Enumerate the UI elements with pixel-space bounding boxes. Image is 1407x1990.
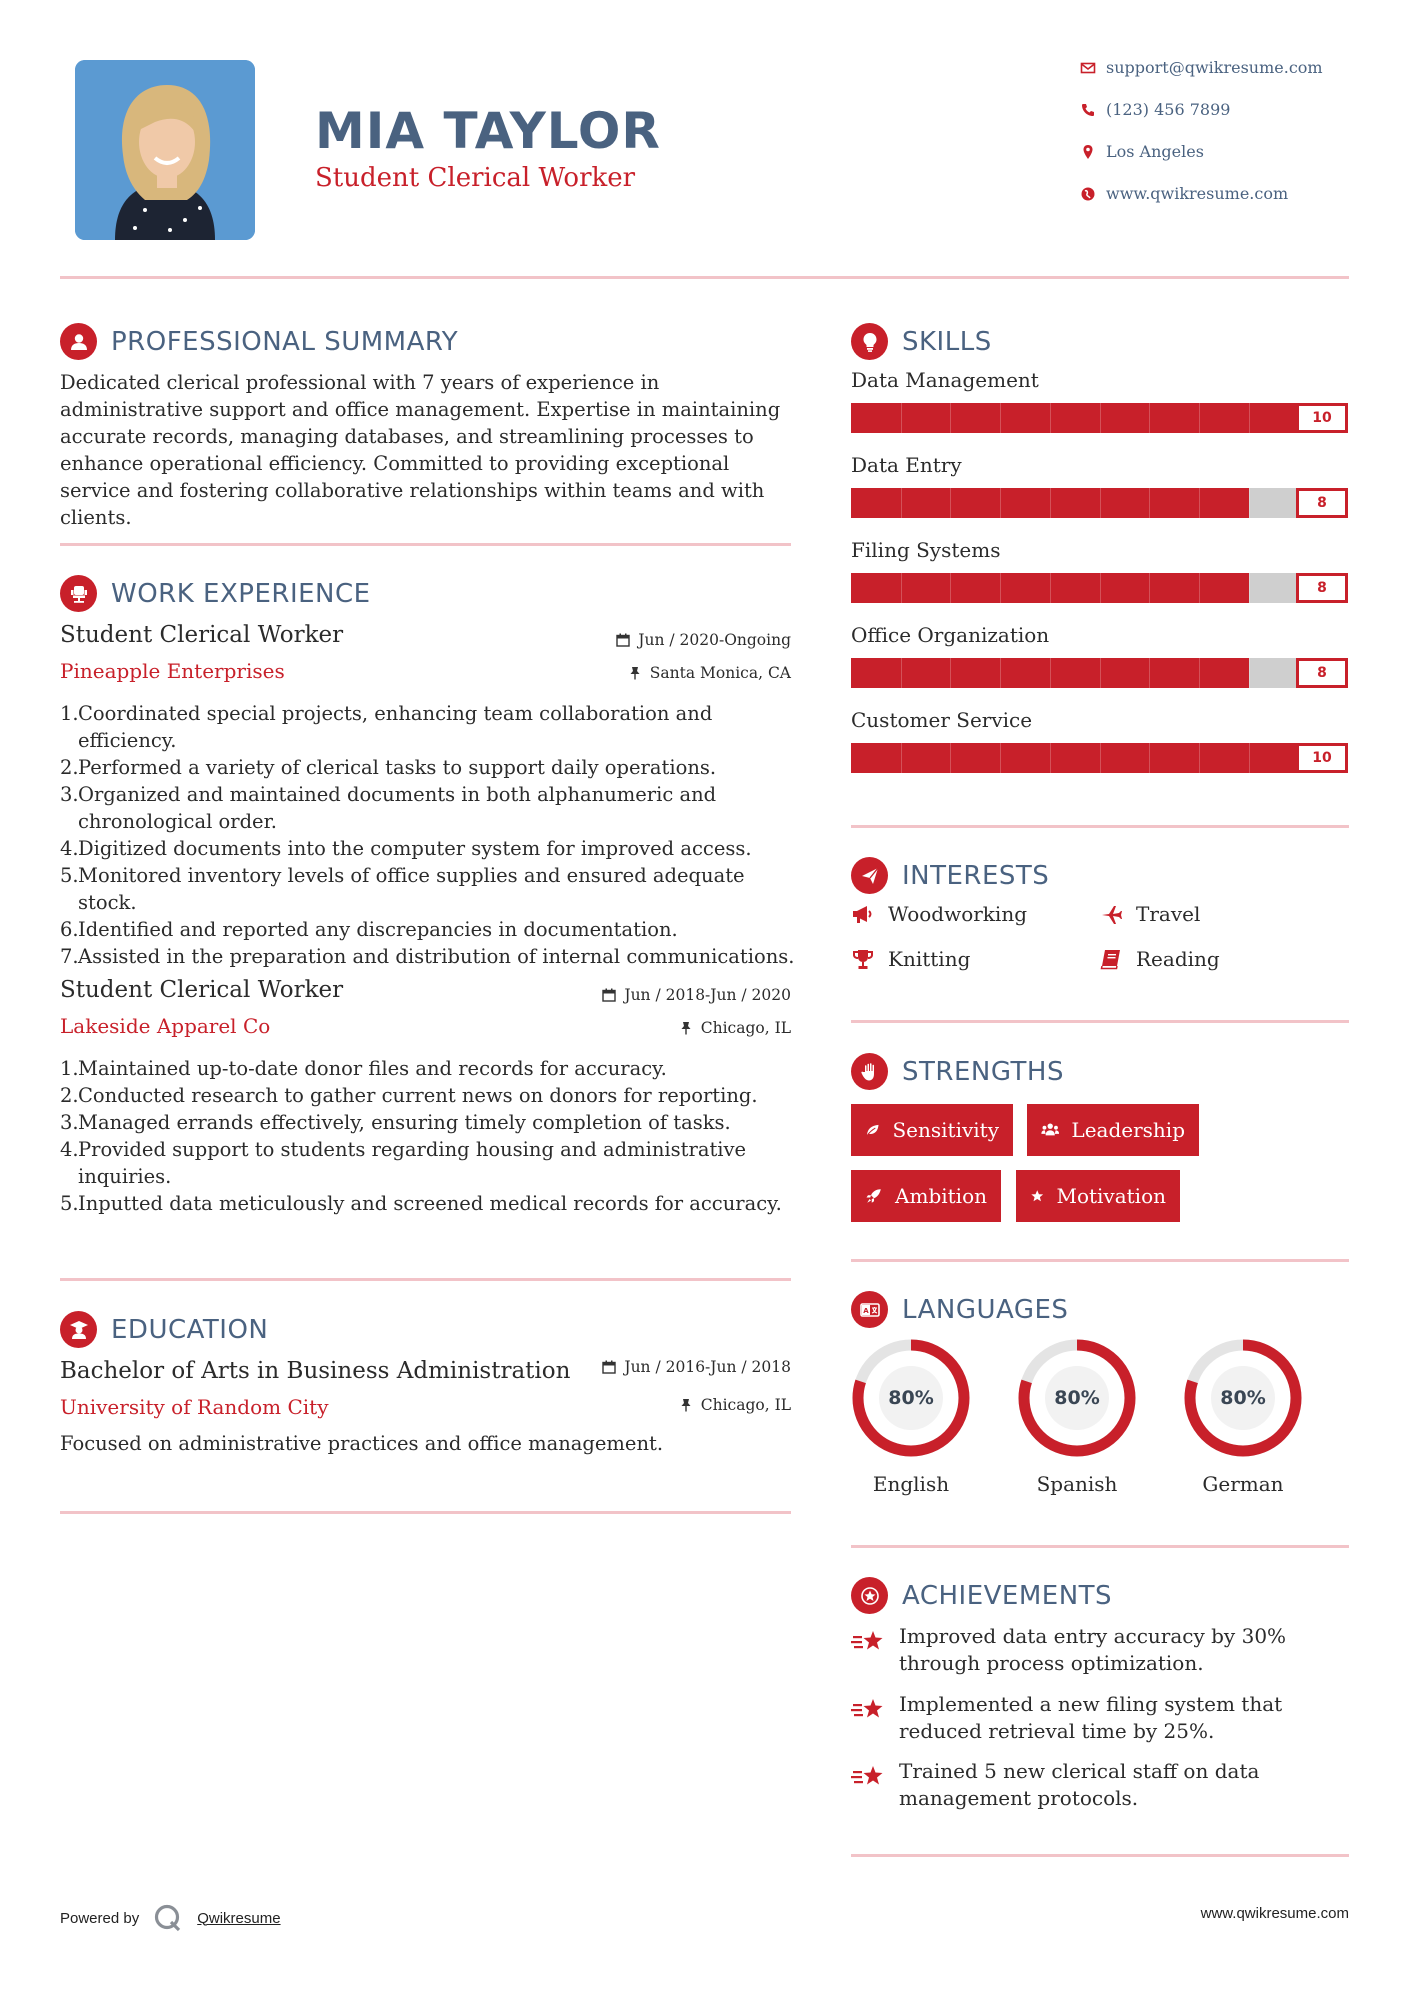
skill-row xyxy=(851,708,1348,773)
language-percent: 80% xyxy=(888,1387,934,1409)
skill-bar-segment xyxy=(1199,743,1200,773)
list-item: Monitored inventory levels of office supplies and ensured adequate stock. xyxy=(78,864,745,914)
footer-powered-by xyxy=(60,1903,281,1933)
interest-item xyxy=(1099,902,1200,926)
education-dates xyxy=(602,1358,791,1376)
skill-bar-segment xyxy=(1000,488,1001,518)
skill-bar-segment xyxy=(1149,743,1150,773)
skill-bar xyxy=(851,403,1348,433)
summary-divider xyxy=(60,543,791,546)
leaf-icon xyxy=(865,1119,880,1141)
skill-label: Data Entry xyxy=(851,453,962,477)
interests-section-icon xyxy=(851,857,888,894)
education-dates-text: Jun / 2016-Jun / 2018 xyxy=(624,1358,791,1376)
job-2-company: Lakeside Apparel Co xyxy=(60,1014,271,1038)
skill-label: Customer Service xyxy=(851,708,1033,732)
qwikresume-link[interactable]: Qwikresume xyxy=(197,1909,281,1927)
experience-divider xyxy=(60,1278,791,1281)
skill-bar-segment xyxy=(1249,743,1250,773)
language-percent: 80% xyxy=(1220,1387,1266,1409)
hand-icon xyxy=(859,1061,881,1083)
skill-bar-segment xyxy=(950,743,951,773)
education-location-text: Chicago, IL xyxy=(700,1396,791,1414)
achievement-item xyxy=(851,1691,1351,1745)
powered-by-text: Powered by xyxy=(60,1909,140,1927)
contact-email[interactable] xyxy=(1070,58,1323,77)
job-1-dates xyxy=(616,631,791,649)
skill-value-badge: 8 xyxy=(1296,488,1348,518)
achievements-section-icon xyxy=(851,1577,888,1614)
skill-bar-segment xyxy=(1249,658,1250,688)
svg-text:A: A xyxy=(862,1306,869,1315)
job-2-location xyxy=(679,1019,791,1037)
experience-section-icon xyxy=(60,575,97,612)
calendar-icon xyxy=(602,988,616,1002)
skill-bar-segment xyxy=(1249,488,1250,518)
skills-divider xyxy=(851,825,1349,828)
skill-bar xyxy=(851,658,1348,688)
strength-chip-motivation xyxy=(1016,1170,1180,1222)
lightbulb-icon xyxy=(859,331,881,353)
interests-divider xyxy=(851,1020,1349,1023)
megaphone-icon xyxy=(851,903,875,925)
job-1-company: Pineapple Enterprises xyxy=(60,659,285,683)
skill-bar-segment xyxy=(1000,403,1001,433)
candidate-name: MIA TAYLOR xyxy=(315,102,661,160)
contact-email-text: support@qwikresume.com xyxy=(1106,58,1323,77)
skill-bar-segment xyxy=(1100,743,1101,773)
footer-website[interactable]: www.qwikresume.com xyxy=(1200,1905,1349,1922)
skill-bar-segment xyxy=(901,403,902,433)
skill-label: Office Organization xyxy=(851,623,1050,647)
skill-bar-segment xyxy=(1100,573,1101,603)
skill-bar-segment xyxy=(1050,658,1051,688)
shooting-star-icon xyxy=(851,1697,885,1723)
skill-bar-segment xyxy=(950,573,951,603)
skill-bar-segment xyxy=(1149,488,1150,518)
interest-label: Woodworking xyxy=(888,902,1028,926)
education-section-title: EDUCATION xyxy=(111,1315,269,1345)
strength-chip-ambition xyxy=(851,1170,1001,1222)
strength-label: Motivation xyxy=(1056,1184,1166,1208)
skill-row xyxy=(851,623,1348,688)
skill-value-badge: 10 xyxy=(1296,743,1348,773)
list-item: Digitized documents into the computer system for improved access. xyxy=(78,837,752,860)
qwikresume-logo-icon xyxy=(153,1903,183,1933)
skill-bar xyxy=(851,573,1348,603)
star-icon xyxy=(1030,1185,1044,1207)
language-ring xyxy=(849,1336,973,1460)
strengths-section-title: STRENGTHS xyxy=(902,1057,1064,1087)
skill-bar-segment xyxy=(1100,658,1101,688)
book-icon xyxy=(1099,948,1123,970)
header-divider xyxy=(60,276,1349,279)
skill-bar-segment xyxy=(1100,403,1101,433)
job-1-location-text: Santa Monica, CA xyxy=(649,664,791,682)
skill-row xyxy=(851,453,1348,518)
summary-section-title: PROFESSIONAL SUMMARY xyxy=(111,327,459,357)
skill-bar-segment xyxy=(1050,573,1051,603)
trophy-icon xyxy=(851,948,875,970)
education-school: University of Random City xyxy=(60,1395,329,1419)
language-percent: 80% xyxy=(1054,1387,1100,1409)
education-description: Focused on administrative practices and office management. xyxy=(60,1432,664,1455)
languages-divider xyxy=(851,1545,1349,1548)
skill-bar-segment xyxy=(1100,488,1101,518)
strengths-divider xyxy=(851,1259,1349,1262)
job-2-dates-text: Jun / 2018-Jun / 2020 xyxy=(624,986,791,1004)
education-degree: Bachelor of Arts in Business Administration xyxy=(60,1358,571,1384)
achievement-item xyxy=(851,1623,1351,1677)
list-item: Maintained up-to-date donor files and records for accuracy. xyxy=(78,1057,667,1080)
rocket-icon xyxy=(865,1185,883,1207)
job-2-bullets xyxy=(60,1055,795,1217)
skill-bar-segment xyxy=(1050,488,1051,518)
strengths-section-icon xyxy=(851,1053,888,1090)
education-section-icon xyxy=(60,1311,97,1348)
skill-label: Data Management xyxy=(851,368,1039,392)
skill-bar-segment xyxy=(1000,658,1001,688)
skill-bar-segment xyxy=(1149,658,1150,688)
interests-section-title: INTERESTS xyxy=(902,861,1050,891)
job-1-title: Student Clerical Worker xyxy=(60,622,344,648)
list-item: Coordinated special projects, enhancing team collaboration and efficiency. xyxy=(78,702,713,752)
chair-icon xyxy=(68,583,90,605)
skill-bar-segment xyxy=(1000,743,1001,773)
summary-section-icon xyxy=(60,323,97,360)
skill-bar-segment xyxy=(1249,403,1250,433)
skill-bar-segment xyxy=(1249,573,1250,603)
calendar-icon xyxy=(616,633,630,647)
pushpin-icon xyxy=(679,1398,693,1412)
skill-value-badge: 8 xyxy=(1296,573,1348,603)
skill-bar-segment xyxy=(950,488,951,518)
skill-bar-segment xyxy=(950,403,951,433)
strength-label: Leadership xyxy=(1071,1118,1185,1142)
contact-phone[interactable] xyxy=(1070,100,1230,119)
list-item: Identified and reported any discrepancies in documentation. xyxy=(78,918,678,941)
list-item: Assisted in the preparation and distribution of internal communications. xyxy=(78,945,795,968)
skill-bar-segment xyxy=(1199,403,1200,433)
achievement-text: Improved data entry accuracy by 30% through process optimization. xyxy=(899,1624,1287,1675)
interest-label: Travel xyxy=(1136,902,1201,926)
envelope-icon xyxy=(1070,60,1106,76)
skill-bar-segment xyxy=(1149,573,1150,603)
list-item: Performed a variety of clerical tasks to support daily operations. xyxy=(78,756,717,779)
portrait-image xyxy=(75,60,255,240)
pushpin-icon xyxy=(679,1021,693,1035)
language-item xyxy=(1181,1336,1305,1496)
skill-bar-segment xyxy=(1050,403,1051,433)
list-item: Inputted data meticulously and screened medical records for accuracy. xyxy=(78,1192,782,1215)
language-ring xyxy=(1181,1336,1305,1460)
language-ring xyxy=(1015,1336,1139,1460)
achievement-text: Implemented a new filing system that reduced retrieval time by 25%. xyxy=(899,1692,1283,1743)
job-2-title: Student Clerical Worker xyxy=(60,977,344,1003)
skill-bar-segment xyxy=(901,743,902,773)
interest-label: Reading xyxy=(1136,947,1220,971)
skill-bar xyxy=(851,488,1348,518)
contact-website[interactable] xyxy=(1070,184,1288,203)
interest-item xyxy=(1099,947,1220,971)
skills-section-title: SKILLS xyxy=(902,327,992,357)
strength-chip-sensitivity xyxy=(851,1104,1013,1156)
languages-section-title: LANGUAGES xyxy=(902,1295,1069,1325)
skill-bar-segment xyxy=(1199,658,1200,688)
skill-bar-segment xyxy=(1000,573,1001,603)
language-name: English xyxy=(872,1472,950,1496)
list-item: Conducted research to gather current news on donors for reporting. xyxy=(78,1084,758,1107)
interest-item xyxy=(851,947,970,971)
skill-bar-segment xyxy=(1149,403,1150,433)
user-icon xyxy=(68,331,90,353)
skill-row xyxy=(851,538,1348,603)
experience-section-title: WORK EXPERIENCE xyxy=(111,579,371,609)
skill-row xyxy=(851,368,1348,433)
interest-item xyxy=(851,902,1027,926)
map-pin-icon xyxy=(1070,144,1106,160)
education-location xyxy=(679,1396,791,1414)
languages-section-icon xyxy=(851,1291,888,1328)
contact-location-text: Los Angeles xyxy=(1106,142,1204,161)
language-icon xyxy=(859,1299,881,1321)
language-name: Spanish xyxy=(1036,1472,1118,1496)
skill-bar-segment xyxy=(1199,573,1200,603)
globe-icon xyxy=(1070,186,1106,202)
skill-bar-segment xyxy=(901,573,902,603)
list-item: Managed errands effectively, ensuring timely completion of tasks. xyxy=(78,1111,731,1134)
interest-label: Knitting xyxy=(888,947,971,971)
skill-label: Filing Systems xyxy=(851,538,1001,562)
language-item xyxy=(1015,1336,1139,1496)
shooting-star-icon xyxy=(851,1629,885,1655)
award-icon xyxy=(859,1585,881,1607)
users-icon xyxy=(1041,1119,1059,1141)
strength-label: Sensitivity xyxy=(892,1118,999,1142)
language-item xyxy=(849,1336,973,1496)
language-name: German xyxy=(1202,1472,1284,1496)
job-1-bullets xyxy=(60,700,795,970)
pushpin-icon xyxy=(628,666,642,680)
skill-bar xyxy=(851,743,1348,773)
job-2-dates xyxy=(602,986,791,1004)
phone-icon xyxy=(1070,102,1106,118)
candidate-role: Student Clerical Worker xyxy=(315,163,636,193)
strength-chip-leadership xyxy=(1027,1104,1199,1156)
list-item: Provided support to students regarding housing and administrative inquiries. xyxy=(78,1138,747,1188)
list-item: Organized and maintained documents in both alphanumeric and chronological order. xyxy=(78,783,717,833)
graduate-icon xyxy=(68,1319,90,1341)
achievement-item xyxy=(851,1758,1351,1812)
profile-photo xyxy=(75,60,255,240)
achievements-divider xyxy=(851,1854,1349,1857)
skill-bar-segment xyxy=(901,658,902,688)
achievement-text: Trained 5 new clerical staff on data management protocols. xyxy=(899,1759,1260,1810)
skill-value-badge: 8 xyxy=(1296,658,1348,688)
contact-location xyxy=(1070,142,1204,161)
contact-website-text: www.qwikresume.com xyxy=(1106,184,1289,203)
education-divider xyxy=(60,1511,791,1514)
calendar-icon xyxy=(602,1360,616,1374)
paper-plane-icon xyxy=(859,865,881,887)
summary-text: Dedicated clerical professional with 7 years of experience in administrative support and office management. Expertise in maintaining accurate records, managing databases, and streamlining processes to enhance operational efficiency. Committed to providing exceptional service and fostering collaborative relationships within teams and with clients. xyxy=(60,371,781,529)
skill-bar-segment xyxy=(901,488,902,518)
job-1-dates-text: Jun / 2020-Ongoing xyxy=(638,631,791,649)
skills-section-icon xyxy=(851,323,888,360)
achievements-section-title: ACHIEVEMENTS xyxy=(902,1581,1113,1611)
job-2-location-text: Chicago, IL xyxy=(700,1019,791,1037)
skill-bar-segment xyxy=(1050,743,1051,773)
contact-phone-text: (123) 456 7899 xyxy=(1106,100,1231,119)
shooting-star-icon xyxy=(851,1764,885,1790)
skill-value-badge: 10 xyxy=(1296,403,1348,433)
plane-icon xyxy=(1099,903,1123,925)
skill-bar-segment xyxy=(1199,488,1200,518)
strength-label: Ambition xyxy=(895,1184,987,1208)
job-1-location xyxy=(628,664,791,682)
skill-bar-segment xyxy=(950,658,951,688)
